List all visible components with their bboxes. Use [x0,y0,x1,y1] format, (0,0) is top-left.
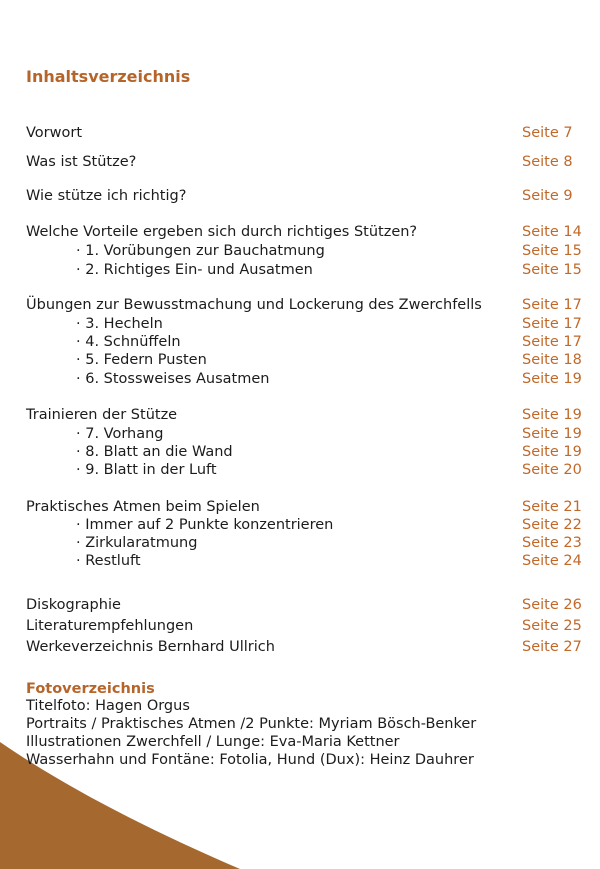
toc-entry [26,637,590,657]
toc-entry [26,551,590,571]
photo-credit-line: Portraits / Praktisches Atmen /2 Punkte: Myriam Bösch-Benker [26,716,477,732]
toc-entry [26,241,590,261]
toc-entry [26,314,590,334]
toc-entry [26,152,590,172]
toc-entry-label: Vorwort [26,125,83,141]
photo-credit-line: Wasserhahn und Fontäne: Fotolia, Hund (Dux): Heinz Dauhrer [26,752,474,768]
toc-entry-label: · 5. Federn Pusten [76,352,207,368]
photo-credit-line: Titelfoto: Hagen Orgus [26,698,190,714]
toc-entry-page: Seite 19 [522,444,582,460]
toc-entry-label: · 1. Vorübungen zur Bauchatmung [76,243,325,259]
toc-entry [26,332,590,352]
toc-entry-page: Seite 25 [522,618,582,634]
toc-entry [26,123,590,143]
toc-entry-page: Seite 19 [522,371,582,387]
toc-entry [26,595,590,615]
toc-entry-label: Literaturempfehlungen [26,618,194,634]
toc-title: Inhaltsverzeichnis [26,67,191,86]
toc-entry-page: Seite 22 [522,517,582,533]
toc-entry-label: · 8. Blatt an die Wand [76,444,233,460]
toc-entry-page: Seite 23 [522,535,582,551]
toc-entry [26,405,590,425]
toc-entry [26,260,590,280]
toc-entry-label: Übungen zur Bewusstmachung und Lockerung des Zwerchfells [26,297,482,313]
toc-entry-label: Trainieren der Stütze [26,407,178,423]
photo-credits-title: Fotoverzeichnis [26,681,155,697]
photo-credit-line: Illustrationen Zwerchfell / Lunge: Eva-Maria Kettner [26,734,400,750]
toc-entry-label: Welche Vorteile ergeben sich durch richtiges Stützen? [26,224,418,240]
toc-entry [26,460,590,480]
toc-entry [26,350,590,370]
toc-entry-page: Seite 26 [522,597,582,613]
toc-entry [26,424,590,444]
toc-entry-label: Diskographie [26,597,121,613]
toc-entry-label: · 6. Stossweises Ausatmen [76,371,270,387]
toc-entry [26,497,590,517]
toc-entry-page: Seite 8 [522,154,573,170]
toc-entry-label: · Zirkularatmung [76,535,198,551]
toc-entry-label: Wie stütze ich richtig? [26,188,187,204]
toc-entry-label: · 4. Schnüffeln [76,334,181,350]
toc-entry-label: · Restluft [76,553,141,569]
toc-entry-page: Seite 27 [522,639,582,655]
toc-entry-page: Seite 17 [522,297,582,313]
toc-entry-label: Praktisches Atmen beim Spielen [26,499,260,515]
toc-entry-page: Seite 24 [522,553,582,569]
toc-entry-label: Werkeverzeichnis Bernhard Ullrich [26,639,275,655]
toc-entry-page: Seite 15 [522,262,582,278]
toc-entry [26,222,590,242]
toc-entry-page: Seite 18 [522,352,582,368]
toc-entry-page: Seite 9 [522,188,573,204]
toc-entry-page: Seite 15 [522,243,582,259]
toc-entry-label: · 3. Hecheln [76,316,163,332]
toc-entry-page: Seite 21 [522,499,582,515]
toc-entry [26,295,590,315]
toc-entry-page: Seite 17 [522,334,582,350]
toc-entry-page: Seite 14 [522,224,582,240]
toc-entry-page: Seite 17 [522,316,582,332]
toc-entry-page: Seite 7 [522,125,573,141]
toc-entry-label: Was ist Stütze? [26,154,137,170]
toc-entry-label: · 2. Richtiges Ein- und Ausatmen [76,262,313,278]
toc-entry-page: Seite 19 [522,407,582,423]
toc-entry-label: · Immer auf 2 Punkte konzentrieren [76,517,334,533]
toc-entry-page: Seite 19 [522,426,582,442]
toc-entry [26,616,590,636]
toc-entry [26,515,590,535]
toc-entry-label: · 9. Blatt in der Luft [76,462,217,478]
toc-entry [26,186,590,206]
toc-entry-page: Seite 20 [522,462,582,478]
toc-entry-label: · 7. Vorhang [76,426,164,442]
toc-entry [26,369,590,389]
toc-entry [26,533,590,553]
toc-entry [26,442,590,462]
